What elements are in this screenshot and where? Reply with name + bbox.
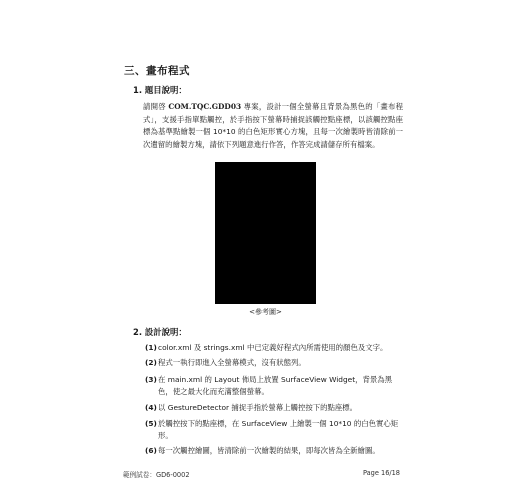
design-heading: 2. 設計說明： xyxy=(133,327,187,337)
list-item-number: (6) xyxy=(145,446,157,455)
topic-heading: 1. 題目說明： xyxy=(133,85,187,95)
list-item-number: (3) xyxy=(145,375,157,384)
list-item-text: 程式一執行即進入全螢幕模式，沒有狀態列。 xyxy=(158,358,306,367)
list-item-number: (4) xyxy=(145,403,157,412)
list-item xyxy=(145,342,403,354)
list-item xyxy=(145,418,403,442)
list-item-text: 於觸控按下的點座標，在 SurfaceView 上繪製一個 10*10 的白色實心矩形。 xyxy=(158,419,399,441)
project-name: COM.TQC.GDD03 xyxy=(168,102,242,111)
footer-page-number: Page 16/18 xyxy=(362,469,400,477)
reference-image-black-canvas xyxy=(215,162,316,304)
list-item-text: 以 GestureDetector 捕捉手指於螢幕上觸控按下的點座標。 xyxy=(158,403,358,412)
list-item-number: (1) xyxy=(145,343,157,352)
list-item-text: color.xml 及 strings.xml 中已定義好程式內所需使用的顏色及文字。 xyxy=(158,343,388,352)
list-item xyxy=(145,374,403,398)
list-item-number: (5) xyxy=(145,419,157,428)
section-title: 三、畫布程式 xyxy=(124,65,190,77)
footer-exam-label: 範例試卷：GD6-0002 xyxy=(123,471,190,479)
list-item xyxy=(145,445,403,457)
list-item-text: 在 main.xml 的 Layout 佈局上放置 SurfaceView Widget，背景為黑色，使之最大化而充滿整個螢幕。 xyxy=(158,375,393,397)
list-item xyxy=(145,402,403,414)
intro-pre: 請開啓 xyxy=(143,102,169,111)
list-item xyxy=(145,357,403,369)
intro-paragraph xyxy=(143,101,403,151)
list-item-number: (2) xyxy=(145,358,157,367)
figure-caption: <參考圖> xyxy=(249,308,282,316)
list-item-text: 每一次觸控繪圖，皆清除前一次繪製的結果，即每次皆為全新繪圖。 xyxy=(158,446,380,455)
intro-post: 專案，設計一個全螢幕且背景為黑色的「畫布程式」，支援手指單點觸控，於手指按下螢幕時捕捉該觸控點座標，以該觸控點座標為基準點繪製一個 10*10 的白色矩形實心方塊，且每一次繪製時皆清除前一次遺留的繪製方塊，請依下列題意進行作答，作答完成請儲存所有檔案。 xyxy=(143,102,403,149)
